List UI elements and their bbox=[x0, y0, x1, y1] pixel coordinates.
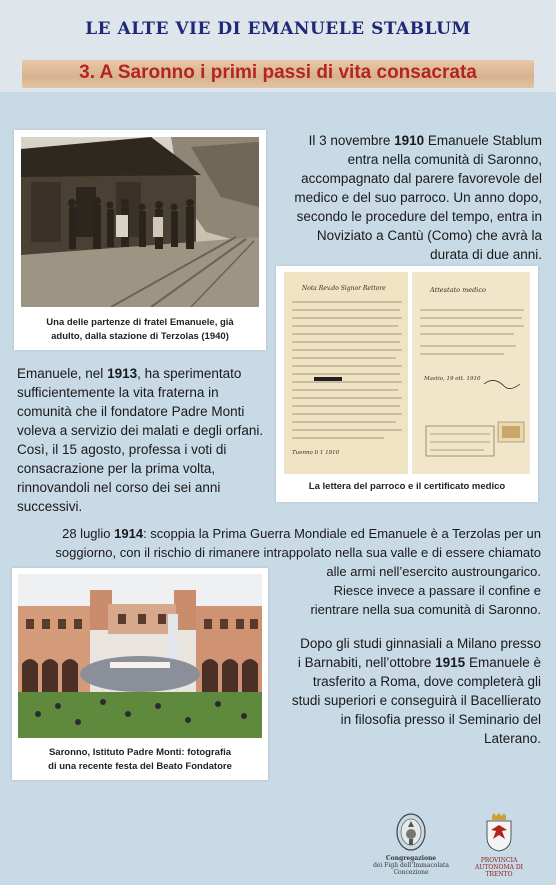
paragraph-1913: Emanuele, nel 1913, ha sperimentato sufficientemente la vita fraterna in comunità che il fondatore Padre Monti voleva a servizio dei malati e degli orfani. Così, il 15 agosto, professa i voti di consacrazione per la prima volta, rinnovandoli nel corso dei sei anni successivi. bbox=[17, 366, 264, 514]
photo-card-saronno bbox=[12, 568, 268, 780]
congregation-emblem-icon bbox=[394, 812, 428, 852]
saronno-photo bbox=[18, 574, 262, 738]
letter-card bbox=[276, 266, 538, 502]
letter-left-heading: Nota Rev.do Signor Rettore bbox=[302, 285, 386, 292]
trento-province-eagle-icon bbox=[484, 812, 514, 852]
congregation-logo-caption: Congregazione dei Figli dell’Immacolata Concezione bbox=[373, 855, 449, 876]
letter-right-date: Mastio, 19 ott. 1910 bbox=[424, 376, 481, 382]
paragraph-1914: 28 luglio 1914: scoppia la Prima Guerra Mondiale ed Emanuele è a Terzolas per un soggiorno, con il rischio di rimanere intrappolato nella sua valle e di essere chiamato alle armi nell’esercito austroungarico. Riesce invece a passare il confine e rientrare nella sua comunità di Saronno. bbox=[55, 526, 541, 617]
trento-province-caption: PROVINCIA AUTONOMA DI TRENTO bbox=[474, 857, 524, 878]
saronno-photo-caption: Saronno, Istituto Padre Monti: fotografia di una recente festa del Beato Fondatore bbox=[48, 747, 232, 772]
paragraph-1915: Dopo gli studi ginnasiali a Milano presso i Barnabiti, nell’ottobre 1915 Emanuele è trasferito a Roma, dove completerà gli studi superiori e conseguirà il Bacellierato in filosofia presso il Seminario del Laterano. bbox=[291, 636, 541, 746]
station-photo bbox=[21, 137, 259, 307]
page-subtitle: 3. A Saronno i primi passi di vita consacrata bbox=[79, 62, 477, 83]
letter-right-heading: Attestato medico bbox=[430, 286, 486, 294]
letter-left-date: Tuenno li 1 1910 bbox=[292, 450, 340, 456]
page-title: LE ALTE VIE DI EMANUELE STABLUM bbox=[85, 19, 471, 39]
paragraph-1910: Il 3 novembre 1910 Emanuele Stablum entra nella comunità di Saronno, accompagnato dal parere favorevole del medico e del suo parroco. Un anno dopo, secondo le procedure del tempo, entra in Noviziato a Cantù (Como) che avrà la durata di due anni. bbox=[294, 133, 542, 262]
letter-documents bbox=[284, 272, 530, 474]
station-photo-caption: Una delle partenze di fratel Emanuele, già adulto, dalla stazione di Terzolas (1940) bbox=[46, 317, 234, 342]
letter-caption: La lettera del parroco e il certificato medico bbox=[308, 481, 506, 492]
photo-card-station bbox=[14, 130, 266, 350]
